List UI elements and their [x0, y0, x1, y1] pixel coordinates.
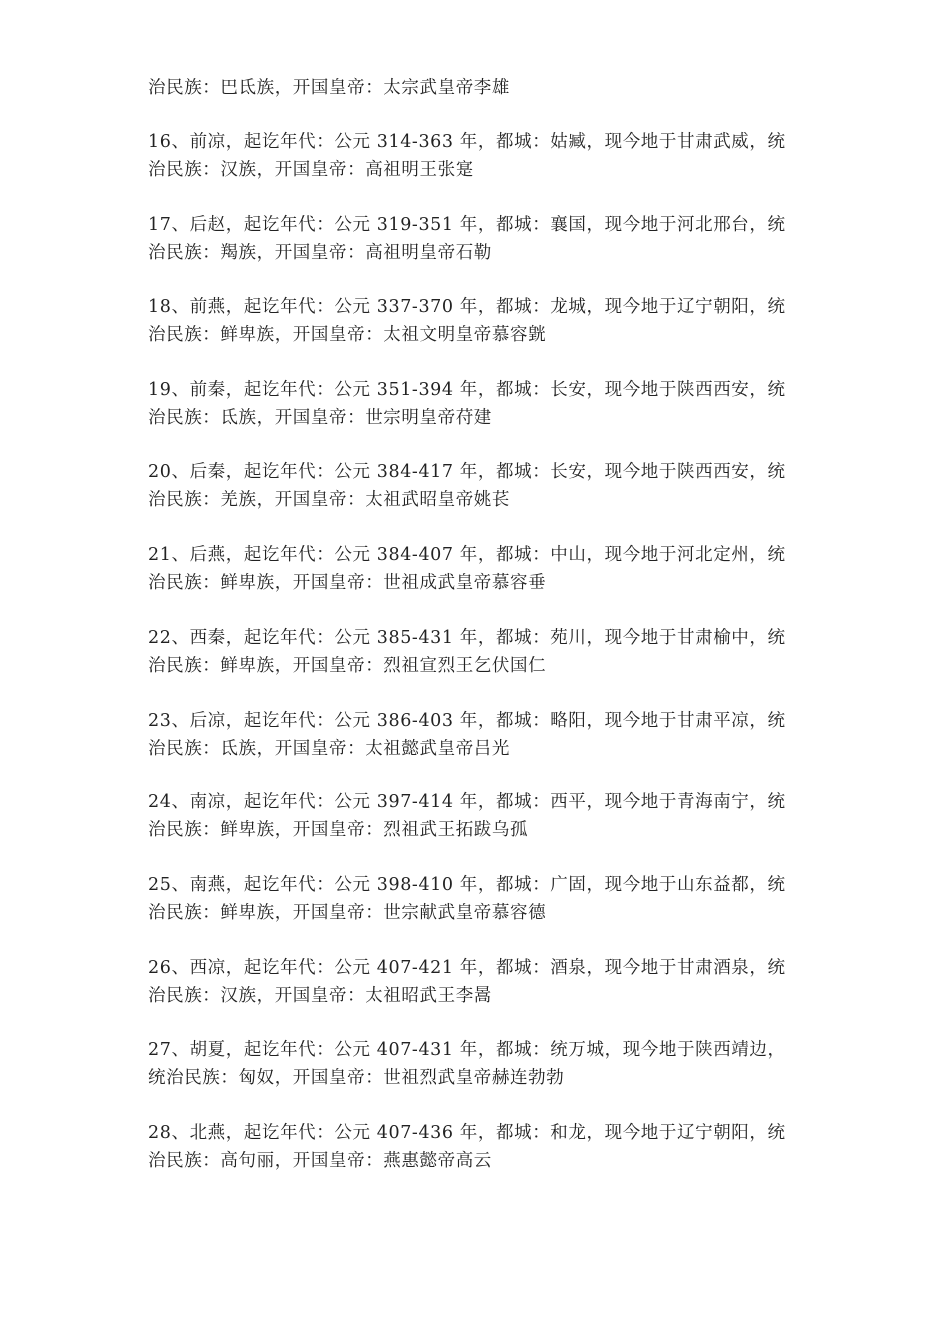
paragraph-entry-16 [148, 128, 808, 184]
paragraph-entry-27 [148, 1036, 808, 1092]
text-line: 27、胡夏，起讫年代：公元 407-431 年，都城：统万城，现今地于陕西靖边， [148, 1040, 786, 1060]
text-line: 21、后燕，起讫年代：公元 384-407 年，都城：中山，现今地于河北定州，统 [148, 545, 786, 565]
text-line: 28、北燕，起讫年代：公元 407-436 年，都城：和龙，现今地于辽宁朝阳，统 [148, 1123, 786, 1143]
text-line: 治民族：鲜卑族，开国皇帝：太祖文明皇帝慕容皝 [148, 325, 547, 345]
paragraph-entry-26 [148, 954, 808, 1010]
text-line: 治民族：鲜卑族，开国皇帝：烈祖宣烈王乞伏国仁 [148, 656, 547, 676]
paragraph-entry-22 [148, 624, 808, 680]
text-line: 22、西秦，起讫年代：公元 385-431 年，都城：苑川，现今地于甘肃榆中，统 [148, 628, 786, 648]
text-line: 治民族：鲜卑族，开国皇帝：世祖成武皇帝慕容垂 [148, 573, 547, 593]
text-line: 治民族：汉族，开国皇帝：太祖昭武王李暠 [148, 986, 492, 1006]
paragraph-entry-25 [148, 871, 808, 927]
text-line: 治民族：巴氐族，开国皇帝：太宗武皇帝李雄 [148, 78, 510, 98]
text-line: 25、南燕，起讫年代：公元 398-410 年，都城：广固，现今地于山东益都，统 [148, 875, 786, 895]
text-line: 26、西凉，起讫年代：公元 407-421 年，都城：酒泉，现今地于甘肃酒泉，统 [148, 958, 786, 978]
text-line: 治民族：羌族，开国皇帝：太祖武昭皇帝姚苌 [148, 490, 510, 510]
paragraph-entry-18 [148, 293, 808, 349]
text-line: 治民族：汉族，开国皇帝：高祖明王张寔 [148, 160, 474, 180]
text-line: 治民族：氐族，开国皇帝：世宗明皇帝苻建 [148, 408, 492, 428]
text-line: 24、南凉，起讫年代：公元 397-414 年，都城：西平，现今地于青海南宁，统 [148, 792, 786, 812]
paragraph-entry-19 [148, 376, 808, 432]
paragraph-entry-23 [148, 707, 808, 763]
paragraph-entry-24 [148, 788, 808, 844]
text-line: 20、后秦，起讫年代：公元 384-417 年，都城：长安，现今地于陕西西安，统 [148, 462, 786, 482]
text-line: 治民族：高句丽，开国皇帝：燕惠懿帝高云 [148, 1151, 492, 1171]
text-line: 18、前燕，起讫年代：公元 337-370 年，都城：龙城，现今地于辽宁朝阳，统 [148, 297, 786, 317]
text-line: 治民族：羯族，开国皇帝：高祖明皇帝石勒 [148, 243, 492, 263]
text-line: 统治民族：匈奴，开国皇帝：世祖烈武皇帝赫连勃勃 [148, 1068, 565, 1088]
text-line: 19、前秦，起讫年代：公元 351-394 年，都城：长安，现今地于陕西西安，统 [148, 380, 786, 400]
text-line: 治民族：鲜卑族，开国皇帝：烈祖武王拓跋乌孤 [148, 820, 529, 840]
paragraph-entry-28 [148, 1119, 808, 1175]
paragraph-entry-21 [148, 541, 808, 597]
text-line: 23、后凉，起讫年代：公元 386-403 年，都城：略阳，现今地于甘肃平凉，统 [148, 711, 786, 731]
text-line: 治民族：氐族，开国皇帝：太祖懿武皇帝吕光 [148, 739, 510, 759]
paragraph-cheng-han-continued [148, 74, 808, 102]
text-line: 治民族：鲜卑族，开国皇帝：世宗献武皇帝慕容德 [148, 903, 547, 923]
paragraph-entry-17 [148, 211, 808, 267]
text-line: 16、前凉，起讫年代：公元 314-363 年，都城：姑臧，现今地于甘肃武威，统 [148, 132, 786, 152]
paragraph-entry-20 [148, 458, 808, 514]
text-line: 17、后赵，起讫年代：公元 319-351 年，都城：襄国，现今地于河北邢台，统 [148, 215, 786, 235]
